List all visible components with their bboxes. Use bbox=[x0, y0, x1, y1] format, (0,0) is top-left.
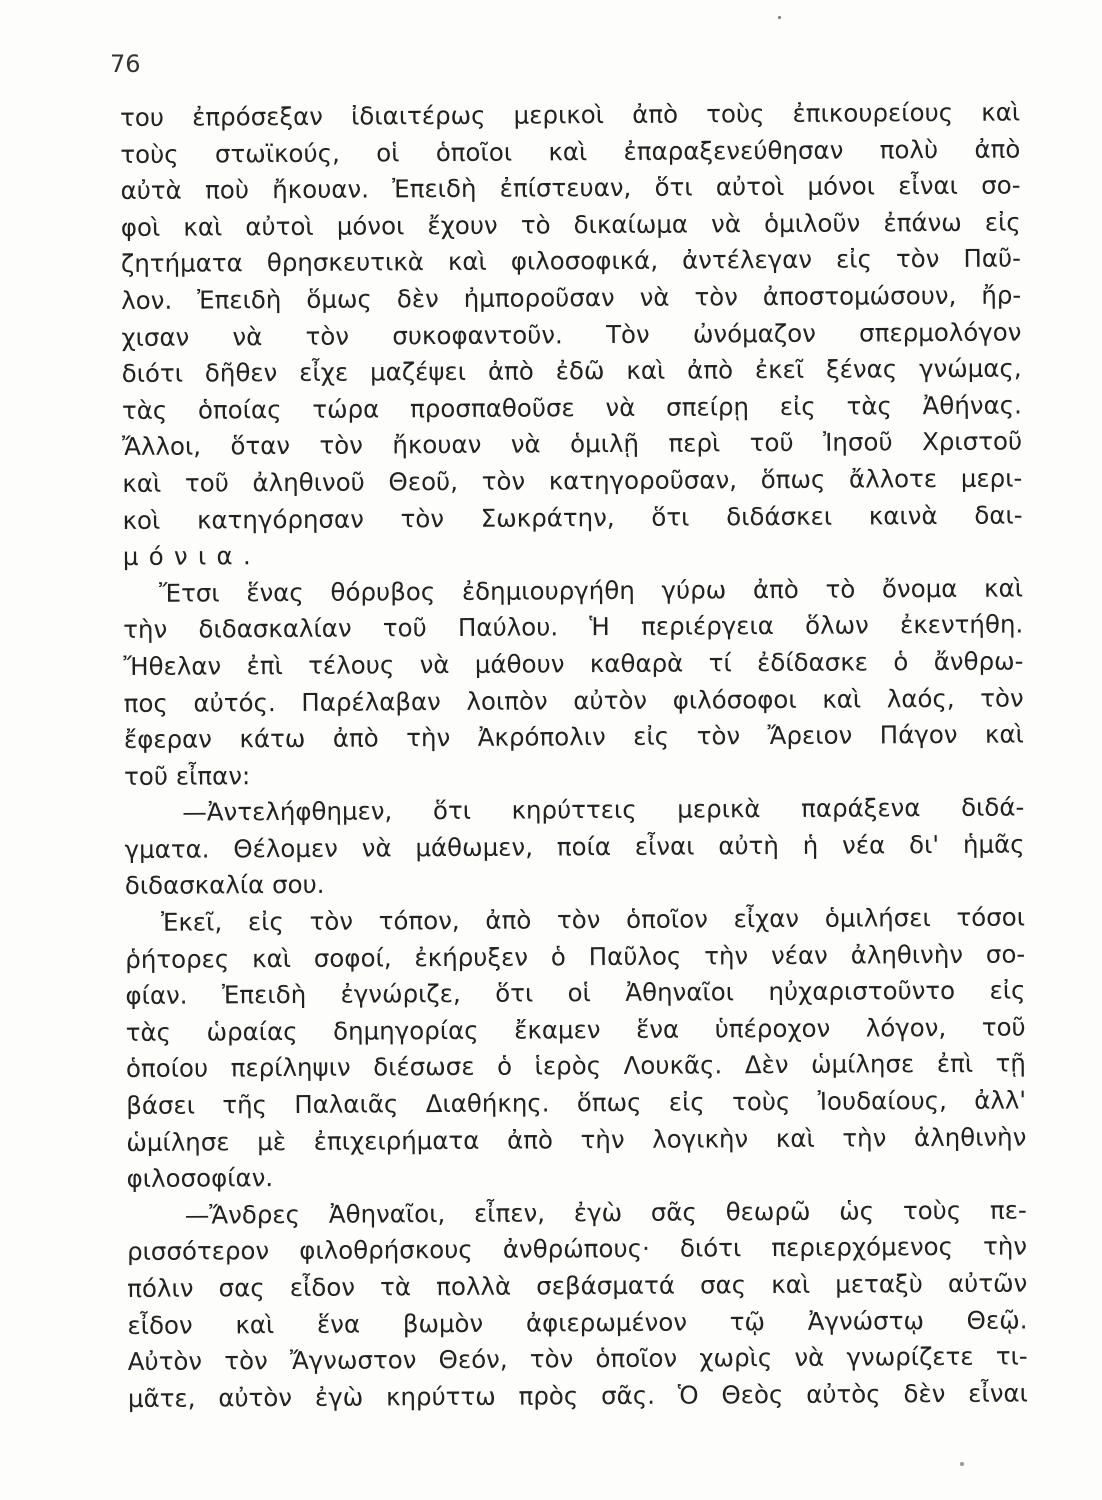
text-line: γματα. Θέλομεν νὰ μάθωμεν, ποία εἶναι αὐτὴ ἡ νέα δι' ἡμᾶς bbox=[124, 829, 1025, 864]
text-line: καὶ τοῦ ἀληθινοῦ Θεοῦ, τὸν κατηγοροῦσαν, ὅπως ἄλλοτε μερι- bbox=[122, 463, 1023, 498]
text-line: φοὶ καὶ αὐτοὶ μόνοι ἔχουν τὸ δικαίωμα νὰ ὁμιλοῦν ἐπάνω εἰς bbox=[120, 207, 1021, 242]
text-line: εἶδον καὶ ἕνα βωμὸν ἀφιερωμένον τῷ Ἀγνώστῳ Θεῷ. bbox=[127, 1305, 1028, 1340]
text-line: βάσει τῆς Παλαιᾶς Διαθήκης. ὅπως εἰς τοὺς Ἰουδαίους, ἀλλ' bbox=[126, 1085, 1027, 1121]
text-line: διδασκαλία σου. bbox=[124, 870, 325, 901]
text-line: τὴν διδασκαλίαν τοῦ Παύλου. Ἡ περιέργεια ὅλων ἐκεντήθη. bbox=[123, 609, 1024, 645]
text-line: μόνια. bbox=[122, 541, 262, 572]
text-line: μᾶτε, αὐτὸν ἐγὼ κηρύττω πρὸς σᾶς. Ὁ Θεὸς αὐτὸς δὲν εἶναι bbox=[127, 1378, 1029, 1413]
text-line: Ἄλλοι, ὅταν τὸν ἤκουαν νὰ ὁμιλῇ περὶ τοῦ Ἰησοῦ Χριστοῦ bbox=[122, 426, 1023, 462]
text-line: τὰς ὡραίας δημηγορίας ἔκαμεν ἕνα ὑπέροχον λόγον, τοῦ bbox=[125, 1012, 1026, 1047]
text-line: Ἔτσι ἕνας θόρυβος ἐδημιουργήθη γύρω ἀπὸ τὸ ὄνομα καὶ bbox=[158, 573, 1024, 608]
body-text bbox=[120, 95, 1028, 1418]
text-line: φιλοσοφίαν. bbox=[126, 1163, 274, 1194]
text-line: ῥήτορες καὶ σοφοί, ἐκήρυξεν ὁ Παῦλος τὴν νέαν ἀληθινὴν σο- bbox=[125, 939, 1026, 974]
text-line: κοὶ κατηγόρησαν τὸν Σωκράτην, ὅτι διδάσκει καινὰ δαι- bbox=[122, 500, 1023, 535]
text-line: ὁποίου περίληψιν διέσωσε ὁ ἱερὸς Λουκᾶς. Δὲν ὡμίλησε ἐπὶ τῇ bbox=[125, 1048, 1026, 1084]
text-line: πος αὐτός. Παρέλαβαν λοιπὸν αὐτὸν φιλόσοφοι καὶ λαός, τὸν bbox=[123, 682, 1024, 718]
text-line: ὡμίλησε μὲ ἐπιχειρήματα ἀπὸ τὴν λογικὴν καὶ τὴν ἀληθινὴν bbox=[126, 1122, 1027, 1157]
text-line: αὐτὰ ποὺ ἤκουαν. Ἐπειδὴ ἐπίστευαν, ὅτι αὐτοὶ μόνοι εἶναι σο- bbox=[120, 170, 1021, 206]
text-line: ρισσότερον φιλοθρήσκους ἀνθρώπους· διότι περιερχόμενος τὴν bbox=[126, 1231, 1028, 1267]
text-line: του ἐπρόσεξαν ἰδιαιτέρως μερικοὶ ἀπὸ τοὺς ἐπικουρείους καὶ bbox=[120, 97, 1021, 132]
page-number: 76 bbox=[110, 50, 141, 78]
text-line: λον. Ἐπειδὴ ὅμως δὲν ἠμποροῦσαν νὰ τὸν ἀποστομώσουν, ἤρ- bbox=[121, 280, 1022, 315]
text-line: Αὐτὸν τὸν Ἄγνωστον Θεόν, τὸν ὁποῖον χωρὶς νὰ γνωρίζετε τι- bbox=[127, 1341, 1028, 1377]
text-line: Ἐκεῖ, εἰς τὸν τόπον, ἀπὸ τὸν ὁποῖον εἶχαν ὁμιλήσει τόσοι bbox=[160, 902, 1026, 937]
text-line: τοὺς στωϊκούς, οἱ ὁποῖοι καὶ ἐπαραξενεύθησαν πολὺ ἀπὸ bbox=[120, 134, 1021, 169]
text-line: ἔφεραν κάτω ἀπὸ τὴν Ἀκρόπολιν εἰς τὸν Ἄρειον Πάγον καὶ bbox=[123, 719, 1024, 755]
text-line: πόλιν σας εἶδον τὰ πολλὰ σεβάσματά σας καὶ μεταξὺ αὐτῶν bbox=[127, 1268, 1028, 1303]
text-line: τοῦ εἶπαν: bbox=[124, 760, 251, 791]
text-line: τὰς ὁποίας τώρα προσπαθοῦσε νὰ σπείρῃ εἰς τὰς Ἀθήνας. bbox=[121, 390, 1022, 425]
text-line: φίαν. Ἐπειδὴ ἐγνώριζε, ὅτι οἱ Ἀθηναῖοι ηὐχαριστοῦντο εἰς bbox=[125, 975, 1026, 1011]
text-line: χισαν νὰ τὸν συκοφαντοῦν. Τὸν ὠνόμαζον σπερμολόγον bbox=[121, 317, 1022, 352]
text-line: —Ἄνδρες Ἀθηναῖοι, εἶπεν, ἐγὼ σᾶς θεωρῶ ὡς τοὺς πε- bbox=[184, 1195, 1027, 1230]
text-line: ζητήματα θρησκευτικὰ καὶ φιλοσοφικά, ἀντέλεγαν εἰς τὸν Παῦ- bbox=[120, 243, 1022, 279]
text-line: —Ἀντελήφθημεν, ὅτι κηρύττεις μερικὰ παράξενα διδά- bbox=[182, 792, 1025, 827]
text-line: διότι δῆθεν εἶχε μαζέψει ἀπὸ ἐδῶ καὶ ἀπὸ ἐκεῖ ξένας γνώμας, bbox=[121, 353, 1022, 389]
speck-mark bbox=[778, 16, 781, 19]
text-line: Ἤθελαν ἐπὶ τέλους νὰ μάθουν καθαρὰ τί ἐδίδασκε ὁ ἄνθρω- bbox=[123, 646, 1024, 681]
speck-mark bbox=[960, 1462, 964, 1466]
